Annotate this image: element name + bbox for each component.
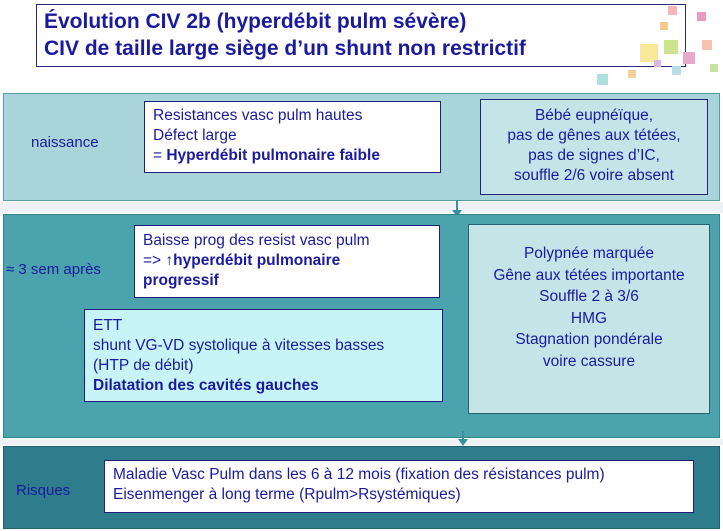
text-line: Bébé eupnéïque,: [534, 107, 654, 124]
box-risques: [104, 460, 694, 513]
text-line: Stagnation pondérale: [515, 331, 663, 348]
text-bold: Dilatation des cavités gauches: [93, 377, 319, 394]
label-3-sem-apres: ≈ 3 sem après: [6, 261, 101, 278]
separator: [0, 439, 723, 445]
text-line: (HTP de débit): [93, 357, 194, 374]
box-ett: [84, 309, 443, 402]
label-naissance: naissance: [31, 134, 99, 151]
text-line: Eisenmenger à long terme (Rpulm>Rsystémiques): [113, 486, 461, 503]
separator: [0, 202, 723, 213]
text-line: Gêne aux tétées importante: [493, 266, 685, 284]
text-line: [153, 146, 432, 166]
text-bold: Hyperdébit pulmonaire faible: [166, 147, 380, 164]
text-line: Défect large: [153, 127, 237, 144]
text-prefix: => ↑: [143, 252, 174, 269]
text-line: HMG: [570, 309, 608, 327]
text-line: pas de signes d’IC,: [528, 147, 660, 164]
text-prefix: =: [153, 147, 167, 164]
text-line: pas de gênes aux tétées,: [507, 127, 681, 144]
text-line: shunt VG-VD systolique à vitesses basses: [93, 337, 385, 354]
text-line: Baisse prog des resist vasc pulm: [143, 232, 370, 249]
box-polypnee: [468, 224, 710, 414]
slide-title: [36, 4, 686, 67]
box-resistances: [144, 101, 441, 173]
text-line: Souffle 2 à 3/6: [539, 288, 639, 305]
title-line-1: Évolution CIV 2b (hyperdébit pulm sévère): [44, 10, 467, 33]
text-bold: progressif: [143, 272, 219, 289]
text-line: Resistances vasc pulm hautes: [153, 107, 363, 124]
text-line: Polypnée marquée: [523, 245, 655, 262]
text-line: ETT: [93, 317, 123, 334]
label-risques: Risques: [16, 482, 71, 499]
text-bold: hyperdébit pulmonaire: [173, 252, 341, 269]
text-line: voire cassure: [542, 352, 636, 370]
text-line: souffle 2/6 voire absent: [514, 167, 674, 184]
arrow-head: [458, 439, 468, 446]
text-line: Maladie Vasc Pulm dans les 6 à 12 mois (fixation des résistances pulm): [113, 466, 605, 483]
text-line: [143, 251, 431, 271]
box-baisse-resist: [134, 225, 440, 298]
box-bebe-eupneique: [480, 99, 708, 195]
title-line-2: CIV de taille large siège d’un shunt non restrictif: [44, 37, 526, 60]
